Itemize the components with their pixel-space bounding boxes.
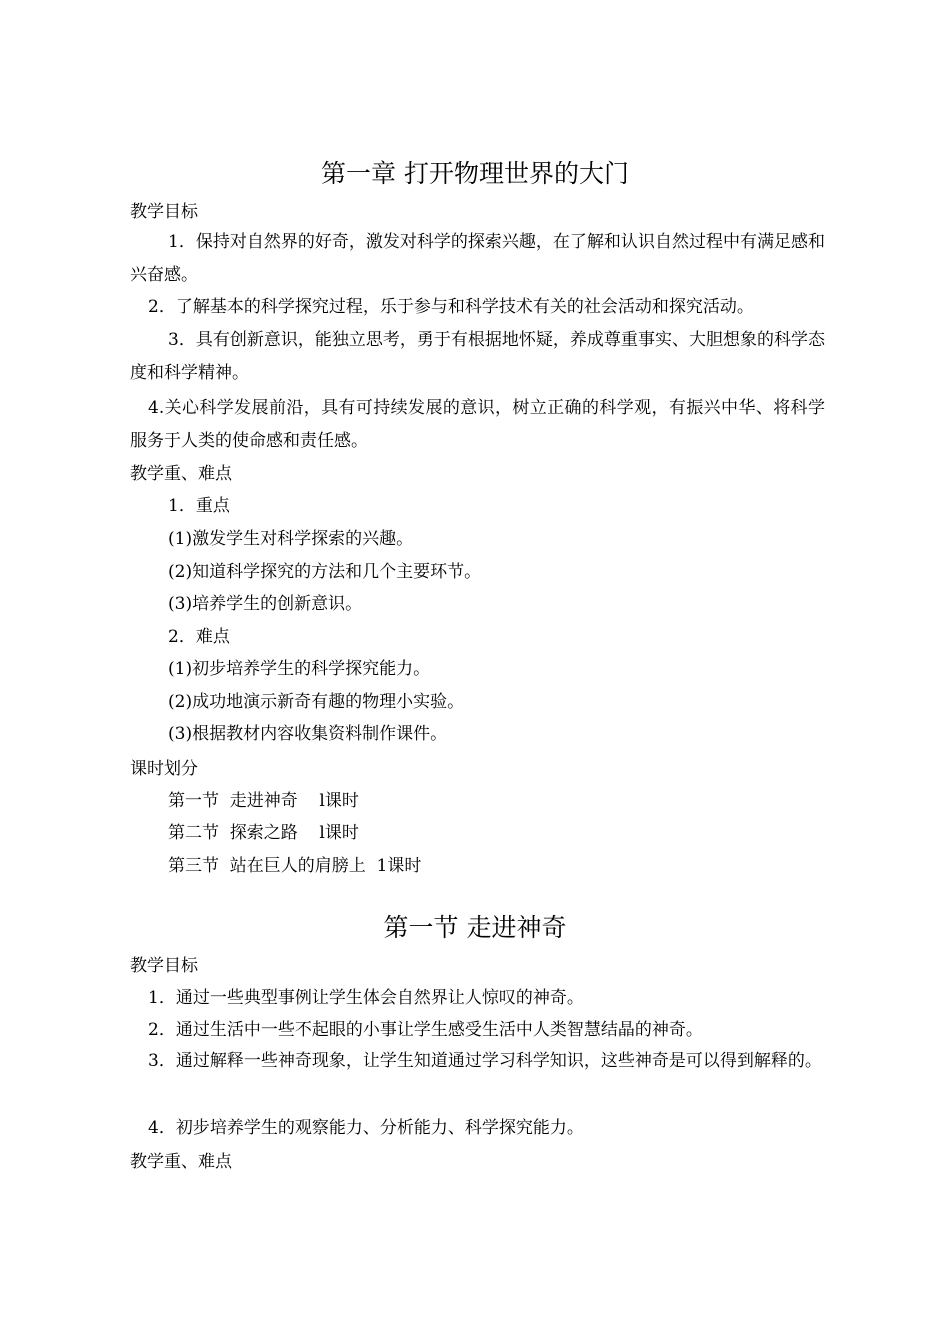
schedule-heading: 课时划分	[130, 759, 198, 779]
section-title: 第一节 走进神奇	[383, 913, 567, 942]
chapter-objectives-heading: 教学目标	[130, 202, 198, 222]
difficult-points-label: 2．难点	[168, 627, 230, 647]
difficult-point-2: (2)成功地演示新奇有趣的物理小实验。	[168, 692, 465, 712]
chapter-objective-3: 3．具有创新意识，能独立思考，勇于有根据地怀疑，养成尊重事实、大胆想象的科学态度和科学精神。	[130, 330, 825, 383]
section-objective-4: 4．初步培养学生的观察能力、分析能力、科学探究能力。	[148, 1118, 584, 1138]
section-objective-3: 3．通过解释一些神奇现象，让学生知道通过学习科学知识，这些神奇是可以得到解释的。	[148, 1051, 822, 1071]
key-point-3: (3)培养学生的创新意识。	[168, 594, 363, 614]
schedule-item-2: 第二节 探索之路 l课时	[168, 823, 359, 843]
chapter-objective-1: 1．保持对自然界的好奇，激发对科学的探索兴趣，在了解和认识自然过程中有满足感和兴奋感。	[130, 232, 825, 285]
difficult-point-3: (3)根据教材内容收集资料制作课件。	[168, 724, 448, 744]
key-points-label: 1．重点	[168, 496, 230, 516]
section-objectives-heading: 教学目标	[130, 956, 198, 976]
section-objective-1: 1．通过一些典型事例让学生体会自然界让人惊叹的神奇。	[148, 988, 584, 1008]
chapter-key-heading: 教学重、难点	[130, 464, 232, 484]
section-key-heading: 教学重、难点	[130, 1152, 232, 1172]
schedule-item-3: 第三节 站在巨人的肩膀上 1课时	[168, 856, 422, 876]
difficult-point-1: (1)初步培养学生的科学探究能力。	[168, 659, 431, 679]
key-point-2: (2)知道科学探究的方法和几个主要环节。	[168, 562, 482, 582]
section-objective-2: 2．通过生活中一些不起眼的小事让学生感受生活中人类智慧结晶的神奇。	[148, 1020, 703, 1040]
schedule-item-1: 第一节 走进神奇 l课时	[168, 791, 359, 811]
key-point-1: (1)激发学生对科学探索的兴趣。	[168, 529, 414, 549]
chapter-title: 第一章 打开物理世界的大门	[321, 159, 629, 188]
chapter-objective-4: 4.关心科学发展前沿，具有可持续发展的意识，树立正确的科学观，有振兴中华、将科学服务于人类的使命感和责任感。	[130, 398, 825, 451]
chapter-objective-2: 2．了解基本的科学探究过程，乐于参与和科学技术有关的社会活动和探究活动。	[148, 297, 754, 317]
